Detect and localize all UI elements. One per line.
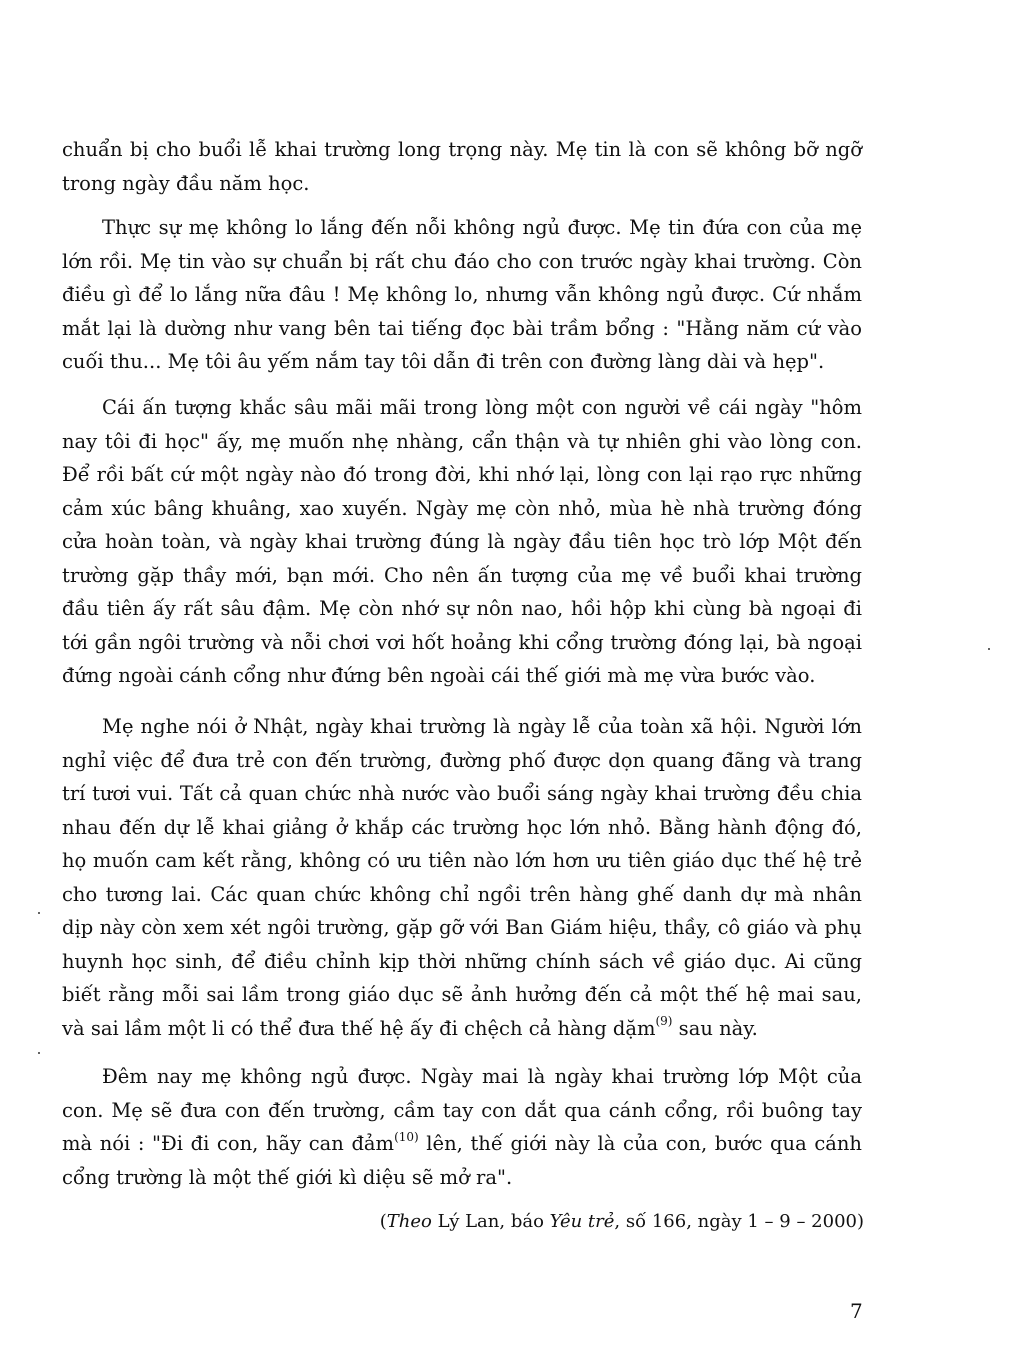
source-citation <box>380 1208 864 1236</box>
paragraph-3: Cái ấn tượng khắc sâu mãi mãi trong lòng một con người về cái ngày "hôm nay tôi đi học" ấy, mẹ muốn nhẹ nhàng, cẩn thận và tự nhiên ghi vào lòng con. Để rồi bất cứ một ngày nào đó trong đời, khi nhớ lại, lòng con lại rạo rực những cảm xúc bâng khuâng, xao xuyến. Ngày mẹ còn nhỏ, mùa hè nhà trường đóng cửa hoàn toàn, và ngày khai trường đúng là ngày đầu tiên học trò lớp Một đến trường gặp thầy mới, bạn mới. Cho nên ấn tượng của mẹ về buổi khai trường đầu tiên ấy rất sâu đậm. Mẹ còn nhớ sự nôn nao, hồi hộp khi cùng bà ngoại đi tới gần ngôi trường và nỗi chơi vơi hốt hoảng khi cổng trường đóng lại, bà ngoại đứng ngoài cánh cổng như đứng bên ngoài cái thế giới mà mẹ vừa bước vào. <box>62 396 862 687</box>
paragraph-5-text: Đêm nay mẹ không ngủ được. Ngày mai là ngày khai trường lớp Một của con. Mẹ sẽ đưa con đến trường, cầm tay con dắt qua cánh cổng, rồi buông tay mà nói : "Đi đi con, hãy can đảm <box>62 1065 862 1155</box>
source-author: Lý Lan, báo <box>431 1211 550 1232</box>
paragraph-1: chuẩn bị cho buổi lễ khai trường long trọng này. Mẹ tin là con sẽ không bỡ ngỡ trong ngày đầu năm học. <box>62 138 862 195</box>
source-details: , số 166, ngày 1 – 9 – 2000) <box>614 1211 864 1232</box>
page-number: 7 <box>850 1299 863 1323</box>
paragraph-5-tail: lên, thế giới này là của con, bước qua cánh cổng trường là một thế giới kì diệu sẽ mở ra". <box>62 1132 862 1189</box>
paragraph-4 <box>62 710 862 1045</box>
scan-speck <box>38 912 40 914</box>
scan-speck <box>988 648 990 650</box>
source-paper: Yêu trẻ <box>549 1211 615 1232</box>
paragraph-5 <box>62 1060 862 1194</box>
paragraph-4-text: Mẹ nghe nói ở Nhật, ngày khai trường là ngày lễ của toàn xã hội. Người lớn nghỉ việc để đưa trẻ con đến trường, đường phố được dọn quang đãng và trang trí tươi vui. Tất cả quan chức nhà nước vào buổi sáng ngày khai trường đều chia nhau đến dự lễ khai giảng ở khắp các trường học lớn nhỏ. Bằng hành động đó, họ muốn cam kết rằng, không có ưu tiên nào lớn hơn ưu tiên giáo dục thế hệ trẻ cho tương lai. Các quan chức không chỉ ngồi trên hàng ghế danh dự mà nhân dịp này còn xem xét ngôi trường, gặp gỡ với Ban Giám hiệu, thầy, cô giáo và phụ huynh học sinh, để điều chỉnh kịp thời những chính sách về giáo dục. Ai cũng biết rằng mỗi sai lầm trong giáo dục sẽ ảnh hưởng đến cả một thế hệ mai sau, và sai lầm một li có thể đưa thế hệ ấy đi chệch cả hàng dặm <box>62 715 862 1040</box>
footnote-marker-9: (9) <box>655 1014 673 1028</box>
source-open: ( <box>379 1211 387 1232</box>
scan-speck <box>38 1052 40 1054</box>
footnote-marker-10: (10) <box>394 1129 419 1144</box>
paragraph-4-tail: sau này. <box>672 1016 758 1040</box>
paragraph-2: Thực sự mẹ không lo lắng đến nỗi không ngủ được. Mẹ tin đứa con của mẹ lớn rồi. Mẹ tin vào sự chuẩn bị rất chu đáo cho con trước ngày khai trường. Còn điều gì để lo lắng nữa đâu ! Mẹ không lo, nhưng vẫn không ngủ được. Cứ nhắm mắt lại là dường như vang bên tai tiếng đọc bài trầm bổng : "Hằng năm cứ vào cuối thu... Mẹ tôi âu yếm nắm tay tôi dẫn đi trên con đường làng dài và hẹp". <box>62 216 862 373</box>
source-theo: Theo <box>386 1211 432 1232</box>
